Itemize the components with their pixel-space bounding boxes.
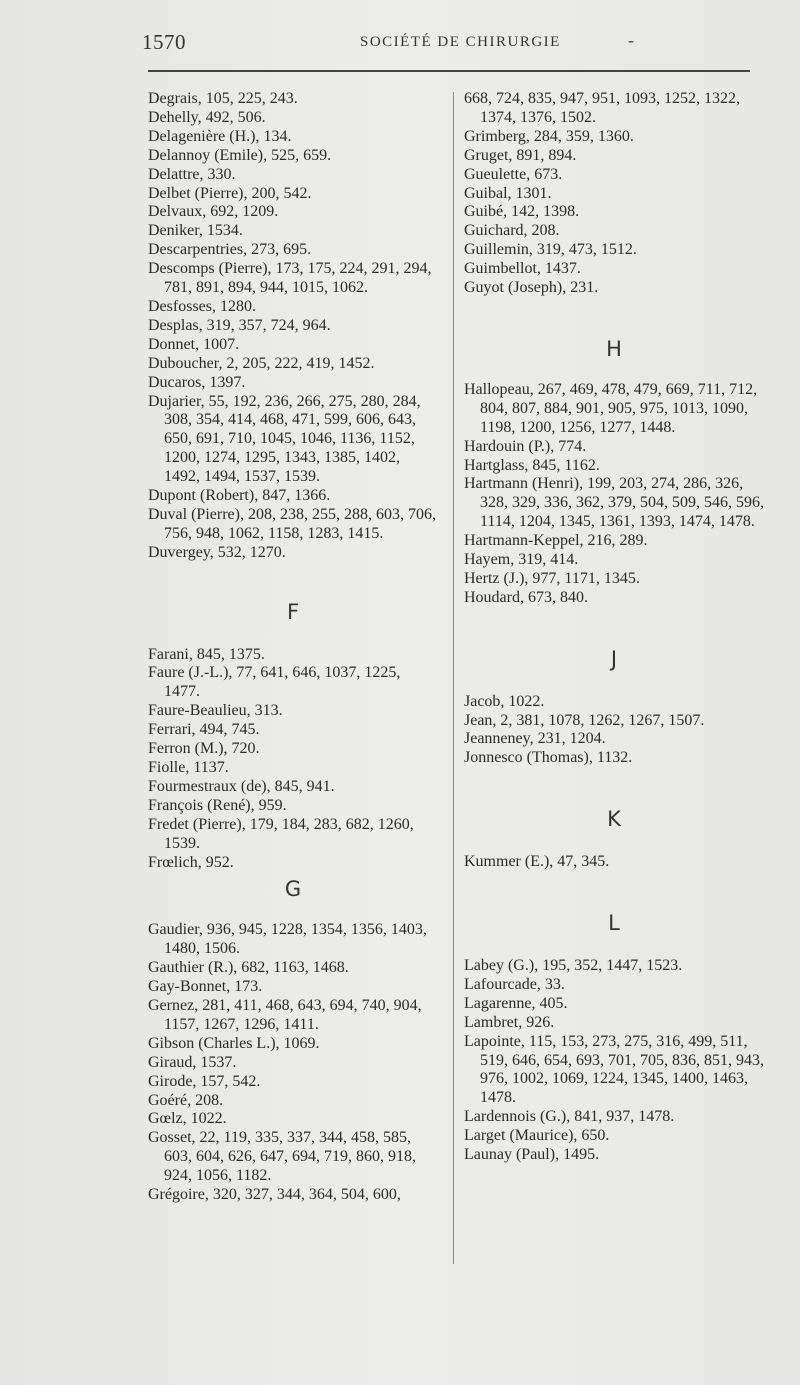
index-entry: Delattre, 330. [148,165,236,183]
index-entry: Duval (Pierre), 208, 238, 255, 288, 603, 706, 756, 948, 1062, 1158, 1283, 1415. [148,505,436,542]
index-entry: Giraud, 1537. [148,1053,237,1071]
index-entry: Dupont (Robert), 847, 1366. [148,487,331,505]
index-entry: Frœlich, 952. [148,853,234,871]
section-letter: H [606,336,622,361]
index-entry: Hayem, 319, 414. [464,551,579,569]
index-entry: Girode, 157, 542. [148,1072,261,1090]
index-entry: Jeanneney, 231, 1204. [464,730,606,748]
page-number: 1570 [142,30,186,54]
index-entry: Desplas, 319, 357, 724, 964. [148,316,331,334]
index-entry: Gueulette, 673. [464,165,563,183]
index-entry: Lardennois (G.), 841, 937, 1478. [464,1108,675,1126]
index-entry: Gaudier, 936, 945, 1228, 1354, 1356, 1403, 1480, 1506. [148,921,427,958]
index-entry: Larget (Maurice), 650. [464,1127,610,1145]
header-rule [148,70,750,72]
index-entry: Grégoire, 320, 327, 344, 364, 504, 600, [148,1186,401,1204]
right-column [464,90,764,1165]
index-entry: Hallopeau, 267, 469, 478, 479, 669, 711, 712, 804, 807, 884, 901, 905, 975, 1013, 1090, 1198, 1200, 1256, 1277, 1448. [464,380,758,436]
index-entry: Fourmestraux (de), 845, 941. [148,777,335,795]
index-entry: Duvergey, 532, 1270. [148,543,286,561]
index-entry: Hartglass, 845, 1162. [464,456,600,474]
index-entry: Jacob, 1022. [464,692,545,710]
index-entry: Faure-Beaulieu, 313. [148,702,283,720]
index-entry: Launay (Paul), 1495. [464,1146,600,1164]
index-entry: Gauthier (R.), 682, 1163, 1468. [148,959,349,977]
index-entry: Guichard, 208. [464,222,560,240]
index-entry: Jonnesco (Thomas), 1132. [464,749,633,767]
index-entry: Ferron (M.), 720. [148,740,260,758]
index-entry: 668, 724, 835, 947, 951, 1093, 1252, 1322, 1374, 1376, 1502. [464,90,740,126]
index-entry: Dehelly, 492, 506. [148,108,266,126]
index-entry: Hertz (J.), 977, 1171, 1345. [464,569,640,587]
section-letter: J [610,646,618,671]
index-entry: Hartmann (Henri), 199, 203, 274, 286, 326, 328, 329, 336, 362, 379, 504, 509, 546, 596, 1114, 1204, 1345, 1361, 1393, 1474, 1478. [464,475,764,531]
index-entry: Lagarenne, 405. [464,994,568,1012]
index-entry: Delvaux, 692, 1209. [148,203,279,221]
index-entry: Donnet, 1007. [148,335,240,353]
index-entry: Grimberg, 284, 359, 1360. [464,127,634,145]
index-entry: Fredet (Pierre), 179, 184, 283, 682, 1260, 1539. [148,815,414,852]
header-dash: - [628,30,634,50]
index-entry: Guibal, 1301. [464,184,552,202]
index-entry: Gœlz, 1022. [148,1110,227,1128]
section-letter: K [607,807,621,832]
index-entry: Gay-Bonnet, 173. [148,978,263,996]
index-entry: François (René), 959. [148,796,287,814]
left-column [148,90,438,1205]
index-entry: Degrais, 105, 225, 243. [148,90,298,107]
index-entry: Ferrari, 494, 745. [148,721,260,739]
index-entry: Guyot (Joseph), 231. [464,279,599,297]
index-entry: Guimbellot, 1437. [464,260,581,278]
index-entry: Descarpentries, 273, 695. [148,241,312,259]
index-entry: Farani, 845, 1375. [148,645,265,663]
index-entry: Lafourcade, 33. [464,975,565,993]
index-entry: Guillemin, 319, 473, 1512. [464,241,637,259]
index-entry: Deniker, 1534. [148,222,243,240]
index-entry: Gosset, 22, 119, 335, 337, 344, 458, 585, 603, 604, 626, 647, 694, 719, 860, 918, 924, 1056, 1182. [148,1129,416,1185]
index-entry: Delagenière (H.), 134. [148,127,292,145]
index-entry: Hartmann-Keppel, 216, 289. [464,532,648,550]
index-entry: Gernez, 281, 411, 468, 643, 694, 740, 904, 1157, 1267, 1296, 1411. [148,996,422,1033]
index-entry: Jean, 2, 381, 1078, 1262, 1267, 1507. [464,711,705,729]
index-entry: Duboucher, 2, 205, 222, 419, 1452. [148,354,375,372]
index-entry: Gruget, 891, 894. [464,146,577,164]
section-letter: F [286,599,300,624]
index-entry: Labey (G.), 195, 352, 1447, 1523. [464,957,683,974]
index-entry: Ducaros, 1397. [148,373,246,391]
index-entry: Lapointe, 115, 153, 273, 275, 316, 499, 511, 519, 646, 654, 693, 701, 705, 836, 851, 943, 976, 1002, 1069, 1224, 1345, 1400, 1463, 1478. [464,1032,764,1107]
section-letter: G [284,877,302,902]
section-letter: L [608,911,620,936]
index-entry: Guibé, 142, 1398. [464,203,580,221]
column-divider [453,92,454,1264]
index-entry: Desfosses, 1280. [148,297,256,315]
index-entry: Kummer (E.), 47, 345. [464,853,610,871]
index-entry: Fiolle, 1137. [148,759,229,776]
index-entry: Houdard, 673, 840. [464,588,588,606]
index-entry: Descomps (Pierre), 173, 175, 224, 291, 294, 781, 891, 894, 944, 1015, 1062. [148,260,432,297]
index-entry: Gibson (Charles L.), 1069. [148,1034,320,1052]
index-entry: Faure (J.-L.), 77, 641, 646, 1037, 1225, 1477. [148,664,401,701]
index-entry: Hardouin (P.), 774. [464,437,587,455]
index-entry: Lambret, 926. [464,1013,555,1031]
index-entry: Dujarier, 55, 192, 236, 266, 275, 280, 284, 308, 354, 414, 468, 471, 599, 606, 643, 650, 691, 710, 1045, 1046, 1136, 1152, 1200, 1274, 1295, 1343, 1385, 1402, 1492, 1494, 1537, 1539. [148,392,421,486]
page-header [142,30,740,60]
index-entry: Delannoy (Emile), 525, 659. [148,146,332,164]
index-entry: Goéré, 208. [148,1091,224,1109]
index-entry: Delbet (Pierre), 200, 542. [148,184,312,202]
running-title: SOCIÉTÉ DE CHIRURGIE [360,34,561,50]
